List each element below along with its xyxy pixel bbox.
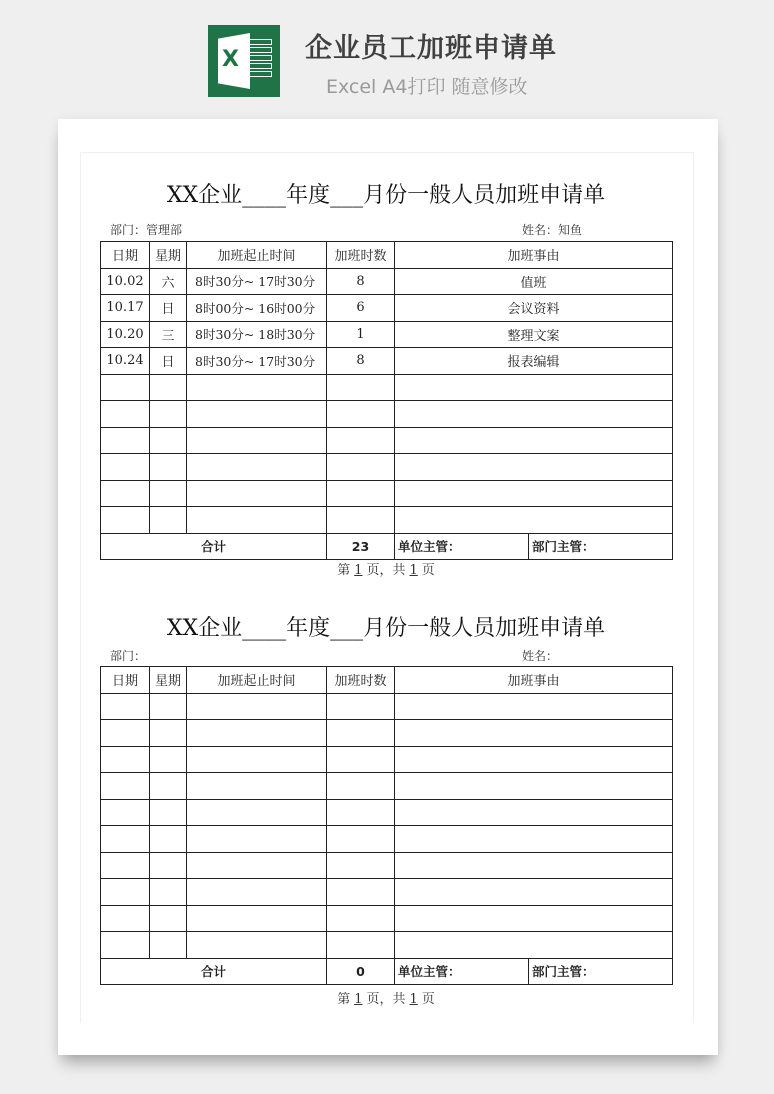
name-field [522, 221, 582, 238]
unit-supervisor-label[interactable]: 单位主管： [395, 533, 529, 560]
cell-weekday[interactable] [150, 507, 187, 534]
cell-date[interactable] [101, 773, 150, 800]
cell-weekday[interactable] [150, 374, 187, 401]
cell-date[interactable]: 10.24 [101, 348, 150, 375]
header-weekday: 星期 [150, 242, 187, 269]
cell-time[interactable] [187, 852, 327, 879]
cell-time[interactable] [187, 454, 327, 481]
cell-time[interactable] [187, 507, 327, 534]
cell-reason[interactable] [395, 879, 673, 906]
table-row [101, 773, 673, 800]
cell-hours[interactable] [327, 507, 395, 534]
cell-time[interactable] [187, 720, 327, 747]
header-time: 加班起止时间 [187, 242, 327, 269]
table-row [101, 826, 673, 853]
department-label: 部门： [110, 649, 147, 663]
cell-time[interactable] [187, 905, 327, 932]
cell-weekday[interactable]: 六 [150, 268, 187, 295]
cell-weekday[interactable] [150, 427, 187, 454]
cell-reason[interactable] [395, 693, 673, 720]
total-pages: 1 [409, 992, 418, 1007]
cell-time[interactable] [187, 826, 327, 853]
table-row [101, 348, 673, 375]
total-row [101, 958, 673, 985]
cell-reason[interactable] [395, 427, 673, 454]
cell-time[interactable] [187, 799, 327, 826]
overtime-table [100, 666, 673, 985]
cell-weekday[interactable] [150, 905, 187, 932]
cell-date[interactable] [101, 374, 150, 401]
page-header [0, 0, 774, 110]
cell-hours[interactable] [327, 852, 395, 879]
cell-reason[interactable] [395, 826, 673, 853]
cell-reason[interactable] [395, 507, 673, 534]
cell-reason[interactable] [395, 454, 673, 481]
header-reason: 加班事由 [395, 667, 673, 694]
cell-hours[interactable] [327, 773, 395, 800]
table-row [101, 321, 673, 348]
cell-date[interactable] [101, 454, 150, 481]
cell-weekday[interactable] [150, 746, 187, 773]
header-time: 加班起止时间 [187, 667, 327, 694]
total-value: 23 [327, 533, 395, 560]
cell-time[interactable]: 8时00分~ 16时00分 [187, 295, 327, 322]
table-row [101, 852, 673, 879]
form-title: XX企业____年度___月份一般人员加班申请单 [166, 183, 606, 208]
cell-reason[interactable] [395, 799, 673, 826]
page-indicator: 第 1 页，共 1 页 [337, 563, 435, 578]
cell-hours[interactable] [327, 693, 395, 720]
table-row [101, 454, 673, 481]
cell-weekday[interactable] [150, 852, 187, 879]
cell-date[interactable]: 10.20 [101, 321, 150, 348]
table-row [101, 507, 673, 534]
table-row [101, 480, 673, 507]
cell-hours[interactable] [327, 720, 395, 747]
cell-reason[interactable]: 值班 [395, 268, 673, 295]
excel-icon: X [208, 25, 280, 97]
cell-date[interactable] [101, 932, 150, 959]
cell-weekday[interactable] [150, 879, 187, 906]
header-date: 日期 [101, 242, 150, 269]
cell-date[interactable] [101, 693, 150, 720]
name-label: 姓名： [522, 223, 559, 237]
cell-time[interactable] [187, 374, 327, 401]
table-header-row [101, 242, 673, 269]
cell-reason[interactable]: 报表编辑 [395, 348, 673, 375]
cell-hours[interactable] [327, 374, 395, 401]
table-row [101, 879, 673, 906]
cell-date[interactable] [101, 905, 150, 932]
cell-time[interactable] [187, 693, 327, 720]
cell-date[interactable] [101, 401, 150, 428]
cell-reason[interactable]: 整理文案 [395, 321, 673, 348]
cell-time[interactable] [187, 879, 327, 906]
department-label: 部门： [110, 223, 147, 237]
total-pages: 1 [409, 563, 418, 578]
cell-date[interactable] [101, 746, 150, 773]
cell-weekday[interactable] [150, 480, 187, 507]
app-title: 企业员工加班申请单 [305, 33, 557, 64]
name-value[interactable]: 知鱼 [558, 223, 583, 237]
table-row [101, 401, 673, 428]
unit-supervisor-label[interactable]: 单位主管： [395, 958, 529, 985]
cell-time[interactable] [187, 480, 327, 507]
cell-time[interactable] [187, 932, 327, 959]
cell-weekday[interactable] [150, 773, 187, 800]
cell-reason[interactable] [395, 374, 673, 401]
overtime-table [100, 241, 673, 560]
cell-time[interactable] [187, 427, 327, 454]
cell-reason[interactable] [395, 773, 673, 800]
form-title: XX企业____年度___月份一般人员加班申请单 [166, 616, 606, 641]
cell-time[interactable] [187, 746, 327, 773]
cell-hours[interactable] [327, 480, 395, 507]
cell-time[interactable]: 8时30分~ 17时30分 [187, 348, 327, 375]
cell-hours[interactable] [327, 454, 395, 481]
cell-hours[interactable] [327, 799, 395, 826]
header-hours: 加班时数 [327, 242, 395, 269]
current-page: 1 [354, 992, 363, 1007]
cell-time[interactable]: 8时30分~ 18时30分 [187, 321, 327, 348]
department-value[interactable]: 管理部 [146, 223, 183, 237]
header-weekday: 星期 [150, 667, 187, 694]
table-row [101, 905, 673, 932]
cell-hours[interactable]: 1 [327, 321, 395, 348]
cell-hours[interactable] [327, 746, 395, 773]
cell-weekday[interactable] [150, 932, 187, 959]
cell-weekday[interactable] [150, 720, 187, 747]
cell-date[interactable] [101, 720, 150, 747]
cell-hours[interactable] [327, 905, 395, 932]
table-row [101, 720, 673, 747]
header-hours: 加班时数 [327, 667, 395, 694]
dept-supervisor-label[interactable]: 部门主管： [529, 958, 673, 985]
cell-hours[interactable] [327, 826, 395, 853]
page-indicator: 第 1 页，共 1 页 [337, 992, 435, 1007]
department-field [110, 221, 182, 238]
table-row [101, 746, 673, 773]
cell-reason[interactable] [395, 746, 673, 773]
cell-weekday[interactable]: 日 [150, 295, 187, 322]
cell-reason[interactable] [395, 720, 673, 747]
app-subtitle: Excel A4打印 随意修改 [326, 76, 528, 98]
total-label: 合计 [101, 958, 327, 985]
cell-reason[interactable] [395, 932, 673, 959]
cell-weekday[interactable] [150, 454, 187, 481]
table-row [101, 932, 673, 959]
cell-date[interactable] [101, 427, 150, 454]
cell-hours[interactable] [327, 401, 395, 428]
header-reason: 加班事由 [395, 242, 673, 269]
cell-weekday[interactable] [150, 826, 187, 853]
cell-weekday[interactable]: 三 [150, 321, 187, 348]
cell-hours[interactable] [327, 879, 395, 906]
cell-reason[interactable] [395, 852, 673, 879]
dept-supervisor-label[interactable]: 部门主管： [529, 533, 673, 560]
table-row [101, 374, 673, 401]
table-row [101, 799, 673, 826]
cell-date[interactable] [101, 799, 150, 826]
header-date: 日期 [101, 667, 150, 694]
department-field [110, 647, 146, 664]
cell-date[interactable] [101, 852, 150, 879]
cell-date[interactable] [101, 879, 150, 906]
total-row [101, 533, 673, 560]
cell-date[interactable] [101, 480, 150, 507]
table-row [101, 427, 673, 454]
cell-reason[interactable] [395, 480, 673, 507]
cell-time[interactable] [187, 773, 327, 800]
cell-weekday[interactable] [150, 401, 187, 428]
name-field [522, 647, 558, 664]
cell-hours[interactable]: 6 [327, 295, 395, 322]
cell-time[interactable] [187, 401, 327, 428]
cell-hours[interactable] [327, 427, 395, 454]
cell-time[interactable]: 8时30分~ 17时30分 [187, 268, 327, 295]
cell-hours[interactable]: 8 [327, 268, 395, 295]
current-page: 1 [354, 563, 363, 578]
table-row [101, 295, 673, 322]
cell-date[interactable]: 10.02 [101, 268, 150, 295]
cell-weekday[interactable] [150, 799, 187, 826]
cell-reason[interactable] [395, 905, 673, 932]
cell-hours[interactable] [327, 932, 395, 959]
table-row [101, 268, 673, 295]
cell-hours[interactable]: 8 [327, 348, 395, 375]
table-row [101, 693, 673, 720]
cell-reason[interactable] [395, 401, 673, 428]
cell-date[interactable] [101, 507, 150, 534]
total-label: 合计 [101, 533, 327, 560]
cell-date[interactable] [101, 826, 150, 853]
cell-weekday[interactable]: 日 [150, 348, 187, 375]
cell-weekday[interactable] [150, 693, 187, 720]
name-label: 姓名： [522, 649, 559, 663]
cell-date[interactable]: 10.17 [101, 295, 150, 322]
cell-reason[interactable]: 会议资料 [395, 295, 673, 322]
total-value: 0 [327, 958, 395, 985]
table-header-row [101, 667, 673, 694]
